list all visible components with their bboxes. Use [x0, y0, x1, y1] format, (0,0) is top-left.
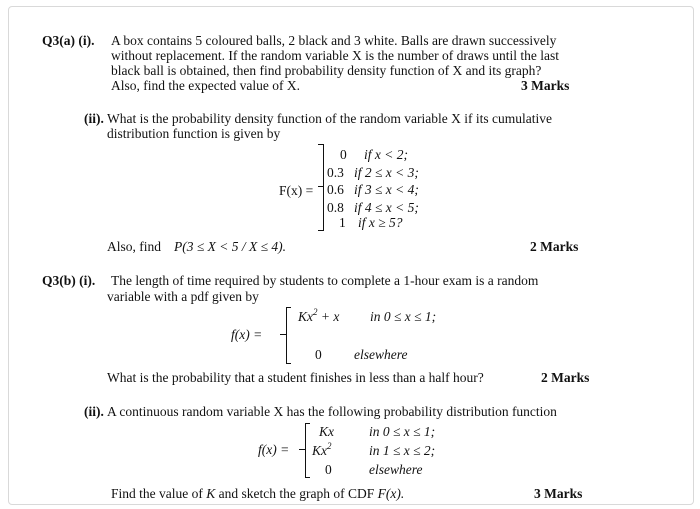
pdf2-case3-cond: elsewhere — [369, 462, 423, 477]
q3a-ii-also: Also, find — [107, 239, 161, 254]
pdf2-case1-value: Kx — [319, 424, 334, 439]
q3b-i-marks: 2 Marks — [541, 370, 590, 385]
cdf-case-1-cond: if 2 ≤ x < 3; — [354, 165, 419, 180]
pdf2-brace-top — [305, 423, 310, 424]
cdf-brace-top — [318, 144, 324, 145]
pdf2-case2-cond: in 1 ≤ x ≤ 2; — [369, 443, 436, 458]
pdf1-brace-bottom — [286, 363, 291, 364]
pdf1-case1-expr: Kx$^2$ + x — [298, 307, 340, 324]
q3b-i-line2: variable with a pdf given by — [107, 289, 259, 304]
q3b-ii-label: (ii). — [84, 404, 104, 419]
pdf2-brace-mid — [299, 449, 305, 450]
q3b-i-label: Q3(b) (i). — [42, 273, 96, 288]
q3b-i-question: What is the probability that a student finishes in less than a half hour? — [107, 370, 484, 385]
pdf2-case3-value: 0 — [325, 462, 332, 477]
pdf2-brace — [305, 423, 306, 477]
pdf1-case1-cond: in 0 ≤ x ≤ 1; — [370, 309, 437, 324]
q3b-i-line1: The length of time required by students to complete a 1-hour exam is a random — [111, 273, 539, 288]
pdf2-lhs: f(x) = — [258, 442, 290, 457]
q3b-ii-line1: A continuous random variable X has the following probability distribution function — [107, 404, 557, 419]
q3b-ii-question: Find the value of K and sketch the graph of CDF F(x). — [111, 486, 405, 501]
cdf-case-3-value: 0.8 — [327, 200, 344, 215]
q3a-ii-line2: distribution function is given by — [107, 126, 281, 141]
pdf1-brace-top — [286, 307, 291, 308]
pdf2-case1-cond: in 0 ≤ x ≤ 1; — [369, 424, 436, 439]
q3a-i-line3: black ball is obtained, then find probability density function of X and its graph? — [111, 63, 542, 78]
cdf-case-3-cond: if 4 ≤ x < 5; — [354, 200, 419, 215]
pdf1-brace-mid — [280, 334, 286, 335]
pdf1-case2-cond: elsewhere — [354, 347, 408, 362]
cdf-case-0-value: 0 — [340, 147, 347, 162]
cdf-brace-bottom — [318, 230, 324, 231]
cdf-case-4-cond: if x ≥ 5? — [358, 215, 403, 230]
cdf-case-1-value: 0.3 — [327, 165, 344, 180]
q3a-ii-also-expr: P(3 ≤ X < 5 / X ≤ 4). — [174, 239, 287, 254]
q3a-ii-line1: What is the probability density function of the random variable X if its cumulative — [107, 111, 553, 126]
cdf-case-0-cond: if x < 2; — [364, 147, 408, 162]
cdf-lhs: F(x) = — [279, 183, 314, 198]
pdf1-brace — [286, 307, 287, 363]
cdf-brace-mid — [318, 186, 323, 187]
q3a-ii-marks: 2 Marks — [530, 239, 579, 254]
q3a-i-line4: Also, find the expected value of X. — [111, 78, 300, 93]
q3a-ii-label: (ii). — [84, 111, 104, 126]
cdf-brace — [323, 144, 324, 230]
q3a-i-line2: without replacement. If the random variable X is the number of draws until the last — [111, 48, 559, 63]
q3b-ii-marks: 3 Marks — [534, 486, 583, 501]
cdf-case-4-value: 1 — [339, 215, 346, 230]
q3a-i-marks: 3 Marks — [521, 78, 570, 93]
pdf2-brace-bottom — [305, 477, 310, 478]
q3a-i-line1: A box contains 5 coloured balls, 2 black and 3 white. Balls are drawn successively — [111, 33, 557, 48]
cdf-case-2-cond: if 3 ≤ x < 4; — [354, 182, 419, 197]
pdf1-lhs: f(x) = — [231, 327, 263, 342]
pdf1-case2-value: 0 — [315, 347, 322, 362]
pdf2-case2-expr: Kx$^2$ — [312, 441, 332, 458]
q3a-i-label: Q3(a) (i). — [42, 33, 95, 48]
cdf-case-2-value: 0.6 — [327, 182, 344, 197]
